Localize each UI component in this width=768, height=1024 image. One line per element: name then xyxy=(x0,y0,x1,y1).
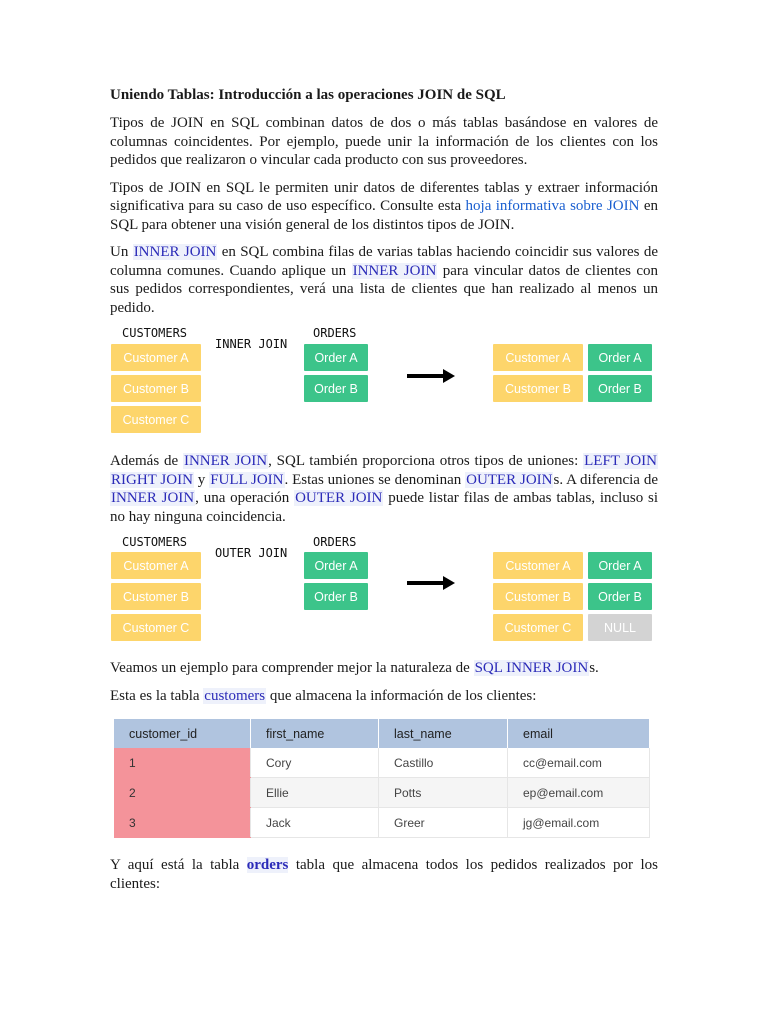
table-cell: Castillo xyxy=(379,748,508,778)
text-segment: s. A diferencia de xyxy=(553,471,658,488)
table-cell: jg@email.com xyxy=(508,808,650,838)
text-segment: que almacena la información de los clientes: xyxy=(266,687,537,704)
order-box: Order B xyxy=(304,375,368,402)
orders-label: ORDERS xyxy=(313,326,357,340)
left-join-keyword: LEFT JOIN xyxy=(584,453,658,469)
column-header: customer_id xyxy=(114,719,251,748)
inner-join-keyword: INNER JOIN xyxy=(352,262,437,279)
inner-join-paragraph xyxy=(110,243,658,317)
text-segment: tabla que almacena todos los pedidos realizados por los clientes: xyxy=(110,857,658,892)
outer-join-keyword: OUTER JOIN xyxy=(466,471,553,488)
result-customer-box: Customer B xyxy=(493,375,583,402)
table-row xyxy=(114,778,650,808)
result-customer-box: Customer A xyxy=(493,552,583,579)
result-customer-box: Customer B xyxy=(493,583,583,610)
customers-label: CUSTOMERS xyxy=(122,326,188,340)
result-order-box: Order B xyxy=(588,375,652,402)
text-segment: en SQL para obtener una visión general de los distintos tipos de JOIN. xyxy=(110,198,658,233)
customer-box: Customer B xyxy=(111,375,201,402)
inner-join-diagram xyxy=(109,326,657,442)
customer-box: Customer C xyxy=(111,406,201,433)
customer-box: Customer A xyxy=(111,344,201,371)
text-segment: . Estas uniones se denominan xyxy=(284,471,466,488)
text-segment: y xyxy=(193,471,210,488)
text-segment: , SQL también proporciona otros tipos de uniones: xyxy=(268,453,584,469)
result-customer-box: Customer A xyxy=(493,344,583,371)
document-body xyxy=(110,86,658,902)
column-header: first_name xyxy=(251,719,379,748)
page-title: Uniendo Tablas: Introducción a las operaciones JOIN de SQL xyxy=(110,87,506,103)
result-customer-box: Customer C xyxy=(493,614,583,641)
order-box: Order A xyxy=(304,344,368,371)
text-segment: Un xyxy=(110,244,133,260)
table-cell: Greer xyxy=(379,808,508,838)
text-segment: Veamos un ejemplo para comprender mejor la naturaleza de xyxy=(110,660,474,676)
text-segment: Y aquí está la tabla xyxy=(110,857,247,873)
arrow-right-icon xyxy=(407,576,455,590)
join-type-label: INNER JOIN xyxy=(215,337,288,351)
text-segment: puede listar filas de ambas tablas, incluso si no hay ninguna coincidencia. xyxy=(110,490,658,525)
customers-keyword: customers xyxy=(204,687,266,704)
text-segment: Además de xyxy=(110,453,183,469)
inner-join-keyword: INNER JOIN xyxy=(111,490,195,506)
table-cell: Cory xyxy=(251,748,379,778)
inner-join-keyword: INNER JOIN xyxy=(183,453,268,469)
table-cell: 1 xyxy=(114,748,251,778)
join-type-label: OUTER JOIN xyxy=(215,546,288,560)
sql-inner-join-keyword: SQL INNER JOIN xyxy=(474,660,589,676)
table-cell: Potts xyxy=(379,778,508,808)
result-order-box: Order B xyxy=(588,583,652,610)
table-row xyxy=(114,808,650,838)
text-segment: para vincular datos de clientes con sus pedidos correspondientes, verá una lista de clientes que han realizado al menos un pedido. xyxy=(110,262,658,316)
text-segment: Esta es la tabla xyxy=(110,687,204,704)
customers-label: CUSTOMERS xyxy=(122,535,188,549)
orders-table-intro xyxy=(110,856,658,893)
table-cell: Ellie xyxy=(251,778,379,808)
column-header: email xyxy=(508,719,650,748)
text-segment: , una operación xyxy=(195,490,295,506)
outer-join-keyword: OUTER JOIN xyxy=(295,490,383,506)
customers-table xyxy=(114,719,650,838)
table-cell: 3 xyxy=(114,808,251,838)
outer-join-paragraph xyxy=(110,452,658,526)
inner-join-keyword: INNER JOIN xyxy=(133,244,217,260)
customer-box: Customer B xyxy=(111,583,201,610)
table-cell: 2 xyxy=(114,778,251,808)
text-segment: s. xyxy=(589,660,599,676)
result-order-box: Order A xyxy=(588,552,652,579)
intro-paragraph: Tipos de JOIN en SQL combinan datos de dos o más tablas basándose en valores de columnas coincidentes. Por ejemplo, puede unir la información de los clientes con los pedidos que realizaron o vincular cada producto con sus proveedores. xyxy=(110,115,658,168)
right-join-keyword: RIGHT JOIN xyxy=(111,471,193,488)
outer-join-diagram xyxy=(109,535,657,649)
table-cell: cc@email.com xyxy=(508,748,650,778)
customer-box: Customer A xyxy=(111,552,201,579)
full-join-keyword: FULL JOIN xyxy=(210,471,284,488)
cheat-sheet-link[interactable]: hoja informativa sobre JOIN xyxy=(465,198,640,214)
arrow-right-icon xyxy=(407,369,455,383)
column-header: last_name xyxy=(379,719,508,748)
customers-table-intro xyxy=(110,687,658,706)
text-segment: Tipos de JOIN en SQL le permiten unir datos de diferentes tablas y extraer información significativa para su caso de uso específico. Consulte esta xyxy=(110,179,658,214)
example-paragraph xyxy=(110,659,658,678)
table-cell: ep@email.com xyxy=(508,778,650,808)
result-order-box: Order A xyxy=(588,344,652,371)
text-segment: en SQL combina filas de varias tablas haciendo coincidir sus valores de columna comunes. Cuando aplique un xyxy=(110,244,658,279)
orders-label: ORDERS xyxy=(313,535,357,549)
result-null-box: NULL xyxy=(588,614,652,641)
orders-keyword: orders xyxy=(246,857,289,873)
table-cell: Jack xyxy=(251,808,379,838)
cheat-sheet-paragraph xyxy=(110,179,658,235)
order-box: Order A xyxy=(304,552,368,579)
order-box: Order B xyxy=(304,583,368,610)
table-header-row xyxy=(114,719,650,748)
customer-box: Customer C xyxy=(111,614,201,641)
table-row xyxy=(114,748,650,778)
